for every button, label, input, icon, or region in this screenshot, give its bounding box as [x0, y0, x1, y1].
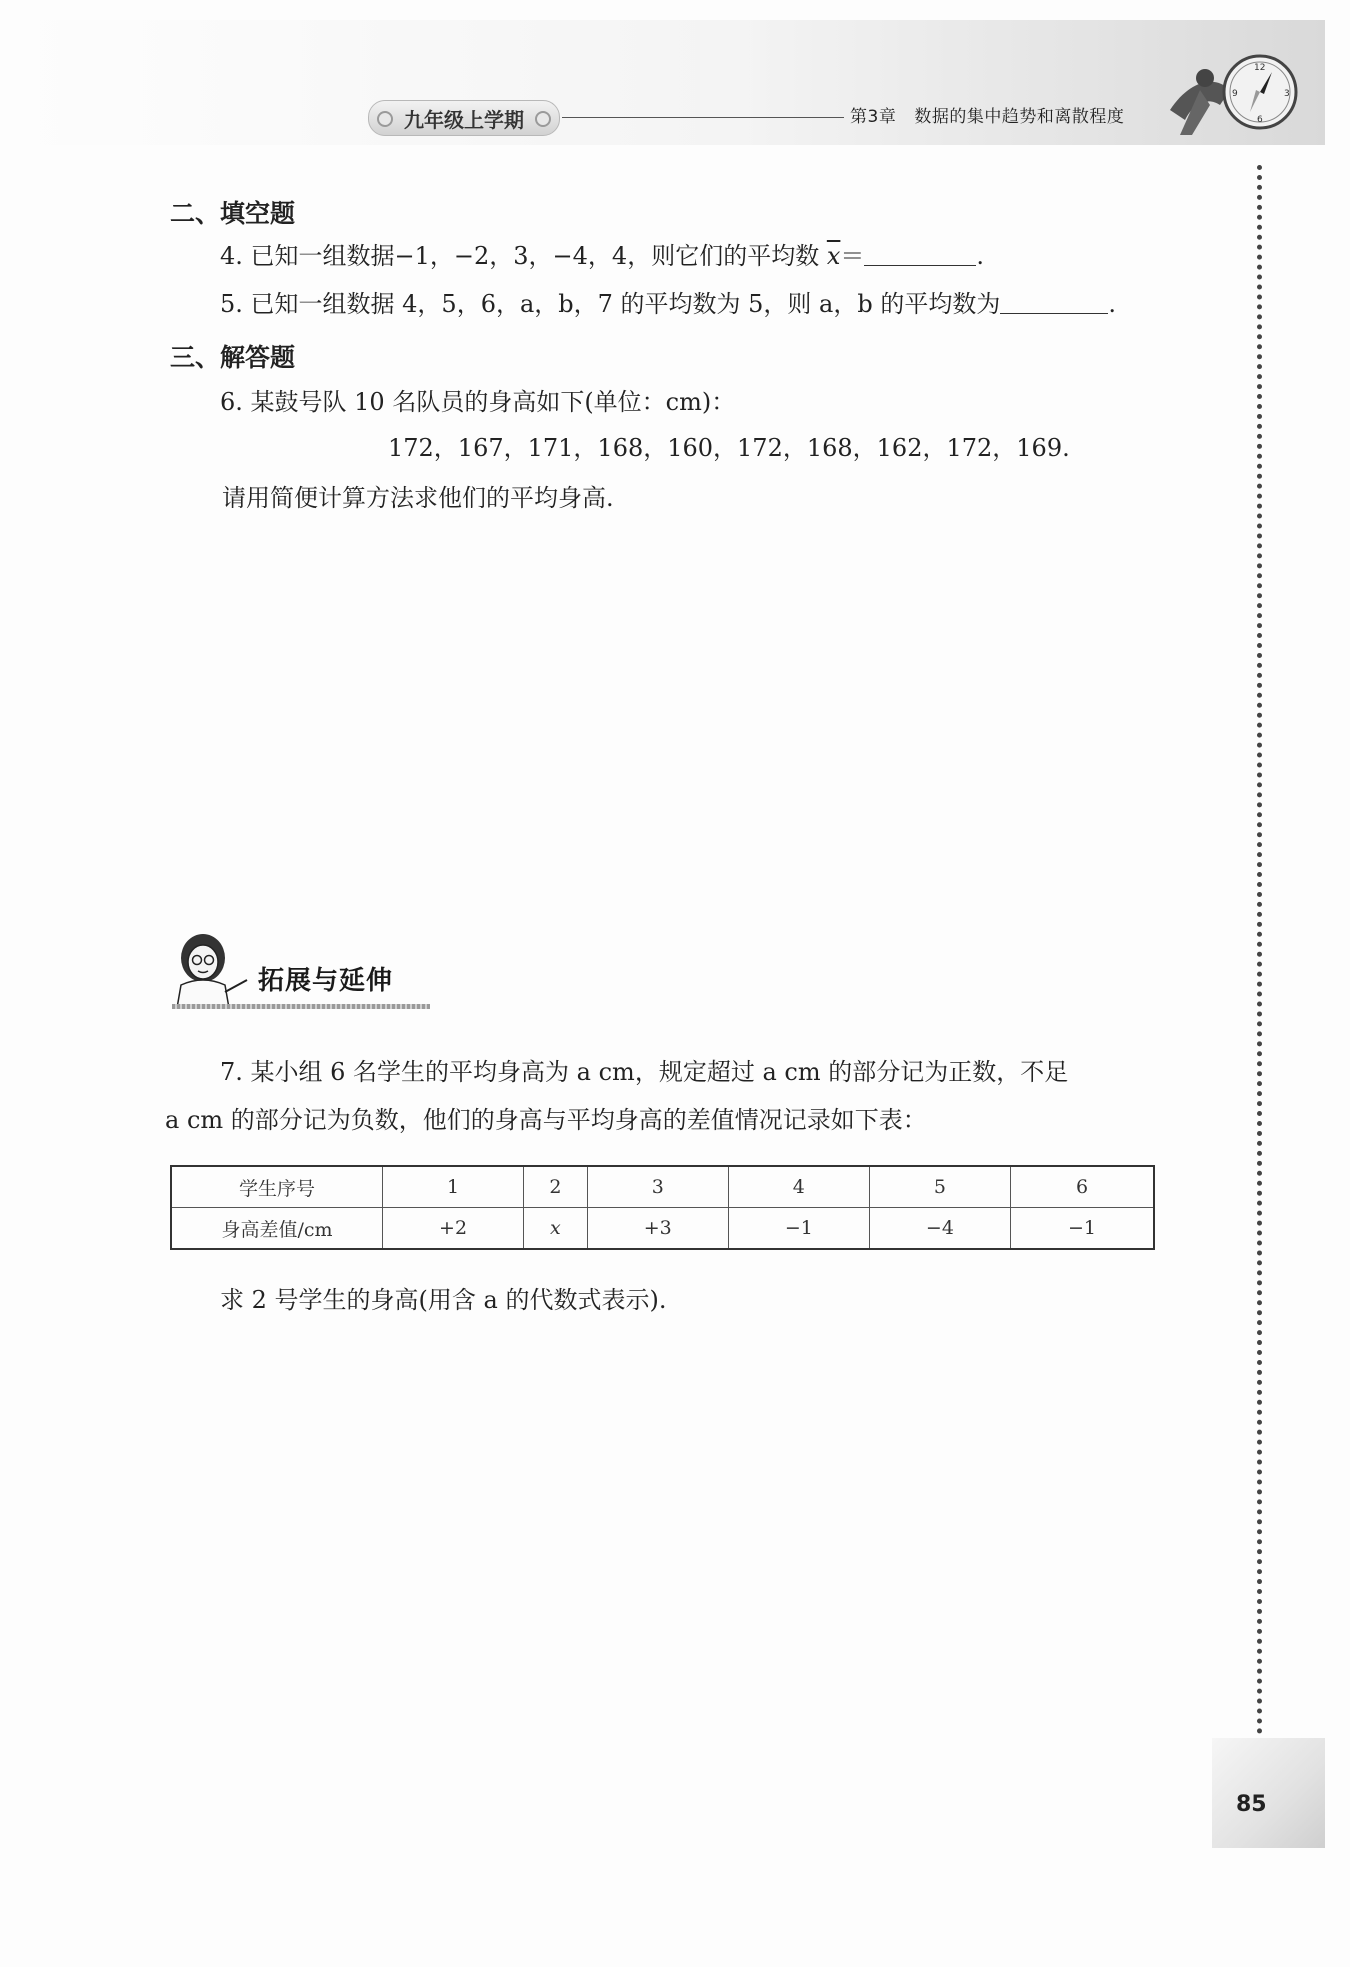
question-7-line1: 7. 某小组 6 名学生的平均身高为 a cm，规定超过 a cm 的部分记为正数，不足 [220, 1058, 1069, 1086]
question-4-equals: ＝ [840, 242, 865, 270]
table-cell: x [524, 1208, 588, 1250]
table-cell: +2 [383, 1208, 524, 1250]
section-answer-title: 三、解答题 [170, 343, 296, 372]
question-6-data: 172，167，171，168，160，172，168，162，172，169. [388, 434, 1070, 462]
grade-label [368, 100, 560, 136]
question-7-line2: a cm 的部分记为负数，他们的身高与平均身高的差值情况记录如下表： [165, 1106, 927, 1134]
header-divider [562, 117, 844, 118]
answer-blank-4[interactable] [864, 241, 976, 266]
question-5-text: 5. 已知一组数据 4，5，6，a，b，7 的平均数为 5，则 a，b 的平均数为 [220, 290, 1001, 318]
chapter-name: 数据的集中趋势和离散程度 [914, 107, 1125, 127]
table-cell: −4 [869, 1208, 1010, 1250]
chapter-heading [850, 102, 1124, 127]
question-7-ask: 求 2 号学生的身高(用含 a 的代数式表示). [220, 1286, 667, 1314]
table-cell: 3 [587, 1166, 728, 1208]
page-number: 85 [1236, 1792, 1267, 1817]
question-6-ask: 请用简便计算方法求他们的平均身高. [222, 484, 614, 512]
question-6-text: 6. 某鼓号队 10 名队员的身高如下(单位：cm)： [220, 388, 736, 416]
chapter-number: 第3章 [850, 107, 897, 127]
answer-blank-5[interactable] [1000, 289, 1108, 314]
extension-underline [172, 1004, 430, 1009]
page-corner [1212, 1738, 1325, 1848]
table-cell: 5 [869, 1166, 1010, 1208]
grade-text: 九年级上学期 [404, 107, 524, 132]
table-cell: 2 [524, 1166, 588, 1208]
table-row [171, 1208, 1154, 1250]
height-difference-table [170, 1165, 1155, 1250]
header-band [20, 20, 1325, 145]
table-header-cell: 身高差值/cm [171, 1208, 383, 1250]
table-cell: 6 [1010, 1166, 1154, 1208]
extension-title: 拓展与延伸 [258, 966, 394, 996]
runner-compass-icon [1160, 50, 1310, 145]
question-4: 4. 已知一组数据−1，−2，3，−4，4，则它们的平均数 $\overline{x}=$ . [220, 242, 985, 270]
section-fill-in-title: 二、填空题 [170, 199, 296, 228]
mean-symbol: $\overline{x}$ [826, 242, 841, 270]
question-4-text: 4. 已知一组数据−1，−2，3，−4，4，则它们的平均数 [220, 242, 827, 270]
table-header-cell: 学生序号 [171, 1166, 383, 1208]
table-cell: −1 [1010, 1208, 1154, 1250]
svg-text:12: 12 [1254, 63, 1266, 73]
svg-text:9: 9 [1232, 89, 1238, 99]
table-cell: 4 [728, 1166, 869, 1208]
table-row [171, 1166, 1154, 1208]
svg-text:3: 3 [1284, 89, 1290, 99]
svg-text:6: 6 [1257, 115, 1263, 125]
table-cell: 1 [383, 1166, 524, 1208]
dotted-margin-line [1257, 165, 1262, 1735]
question-5: 5. 已知一组数据 4，5，6，a，b，7 的平均数为 5，则 a，b 的平均数为 . [220, 290, 1117, 318]
table-cell: +3 [587, 1208, 728, 1250]
pill-dot-right-icon [535, 111, 551, 127]
pill-dot-left-icon [377, 111, 393, 127]
table-cell: −1 [728, 1208, 869, 1250]
